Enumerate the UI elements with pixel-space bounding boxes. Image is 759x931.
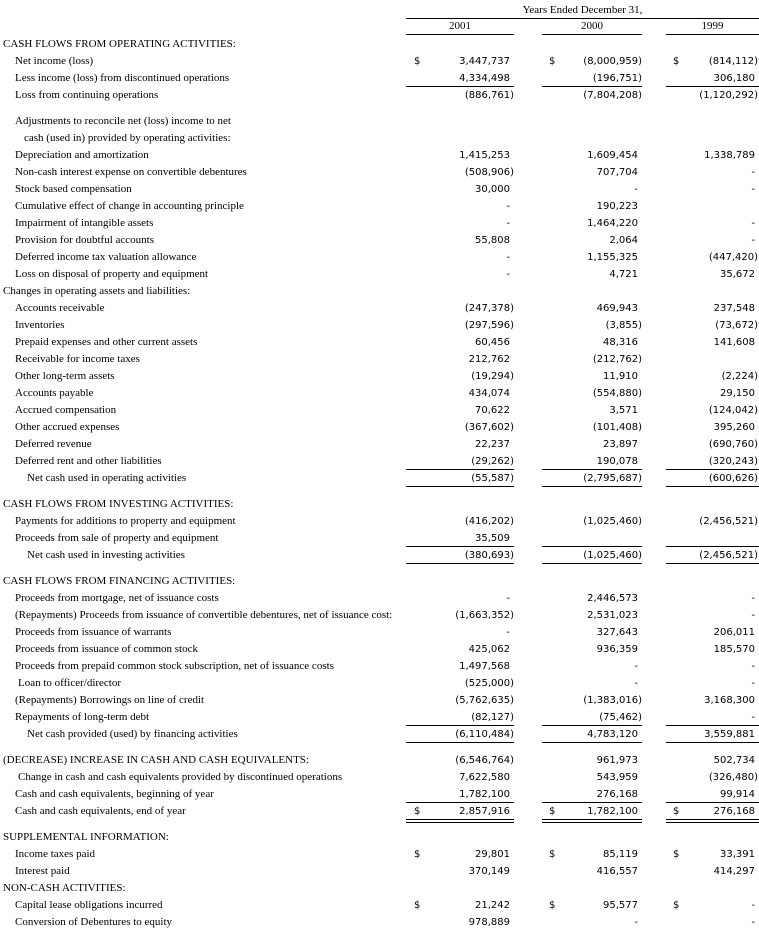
value-2000: (196,751) <box>592 73 642 84</box>
row-label: Net cash used in investing activities <box>27 549 185 561</box>
dollar-sign: $ <box>414 849 421 860</box>
value-1999: (2,456,521) <box>699 550 758 561</box>
value-2001: - <box>506 627 510 638</box>
total-rule <box>666 725 759 726</box>
row-label: CASH FLOWS FROM INVESTING ACTIVITIES: <box>3 498 234 510</box>
total-rule <box>666 86 759 87</box>
table-row <box>0 232 759 249</box>
value-2000: 276,168 <box>596 789 638 800</box>
row-label: Loan to officer/director <box>18 677 122 689</box>
value-2001: (367,602) <box>464 422 514 433</box>
value-2000: - <box>634 184 638 195</box>
period-label: Years Ended December 31, <box>522 4 643 16</box>
row-label: Payments for additions to property and equipment <box>15 515 236 527</box>
table-row <box>0 641 759 658</box>
value-2000: (554,880) <box>592 388 642 399</box>
table-row <box>0 147 759 164</box>
value-2000: 95,577 <box>603 900 638 911</box>
value-2000: 2,064 <box>609 235 638 246</box>
row-label: Capital lease obligations incurred <box>15 899 163 911</box>
dollar-sign: $ <box>549 56 556 67</box>
value-1999: - <box>751 712 755 723</box>
value-2001: (416,202) <box>464 516 514 527</box>
row-label: Other accrued expenses <box>15 421 120 433</box>
row-label: Net cash provided (used) by financing activities <box>27 728 238 740</box>
value-2000: 961,973 <box>596 755 638 766</box>
value-1999: - <box>751 917 755 928</box>
value-2000: 1,464,220 <box>587 218 638 229</box>
row-label: Accounts payable <box>15 387 94 399</box>
value-1999: - <box>751 235 755 246</box>
table-row <box>0 368 759 385</box>
value-2001: 55,808 <box>475 235 510 246</box>
row-label: Impairment of intangible assets <box>15 217 154 229</box>
value-2001: 70,622 <box>475 405 510 416</box>
value-1999: (1,120,292) <box>699 90 758 101</box>
value-2001: (886,761) <box>464 90 514 101</box>
section-title-noncash <box>0 880 759 897</box>
value-2000: 1,155,325 <box>587 252 638 263</box>
total-rule <box>406 742 514 743</box>
total-rule <box>406 546 514 547</box>
value-2001: - <box>506 201 510 212</box>
row-label: Receivable for income taxes <box>15 353 140 365</box>
value-2001: - <box>506 218 510 229</box>
section-title-financing <box>0 573 759 590</box>
adjustments-heading-cont <box>0 130 759 147</box>
value-1999: (326,480) <box>708 772 758 783</box>
value-2000: 936,359 <box>596 644 638 655</box>
value-1999: (600,626) <box>708 473 758 484</box>
value-2001: 425,062 <box>468 644 510 655</box>
row-label: Interest paid <box>15 865 70 877</box>
value-2001: (1,663,352) <box>455 610 514 621</box>
value-1999: 414,297 <box>713 866 755 877</box>
row-label: Deferred income tax valuation allowance <box>15 251 197 263</box>
total-rule <box>666 546 759 547</box>
value-2001: 3,447,737 <box>459 56 510 67</box>
dollar-sign: $ <box>414 806 421 817</box>
value-1999: 395,260 <box>713 422 755 433</box>
year-rule <box>666 34 759 35</box>
total-rule <box>542 86 642 87</box>
row-label: Proceeds from sale of property and equipment <box>15 532 219 544</box>
total-rule <box>406 802 514 803</box>
value-2000: (2,795,687) <box>583 473 642 484</box>
row-label: Conversion of Debentures to equity <box>15 916 173 928</box>
value-2001: 978,889 <box>468 917 510 928</box>
value-1999: 29,150 <box>720 388 755 399</box>
value-2000: 1,782,100 <box>587 806 638 817</box>
row-label: Proceeds from prepaid common stock subscription, net of issuance costs <box>15 660 334 672</box>
double-total-rule <box>406 819 514 823</box>
year-1999: 1999 <box>701 20 724 32</box>
year-rule <box>542 34 642 35</box>
value-2000: 327,643 <box>596 627 638 638</box>
value-2001: 212,762 <box>468 354 510 365</box>
table-row <box>0 530 759 547</box>
table-row <box>0 590 759 607</box>
value-2000: (101,408) <box>592 422 642 433</box>
value-2000: 2,531,023 <box>587 610 638 621</box>
total-rule <box>542 802 642 803</box>
total-rule <box>542 563 642 564</box>
dollar-sign: $ <box>549 806 556 817</box>
value-1999: - <box>751 900 755 911</box>
value-2000: (212,762) <box>592 354 642 365</box>
table-row <box>0 453 759 470</box>
total-rule <box>666 802 759 803</box>
row-label: Deferred revenue <box>15 438 92 450</box>
value-1999: - <box>751 593 755 604</box>
total-rule <box>406 469 514 470</box>
value-1999: 206,011 <box>713 627 755 638</box>
value-2001: (297,596) <box>464 320 514 331</box>
value-2000: (1,025,460) <box>583 516 642 527</box>
total-rule <box>666 563 759 564</box>
value-2001: (247,378) <box>464 303 514 314</box>
table-row <box>0 709 759 726</box>
row-net-cash-financing <box>0 726 759 743</box>
section-title-supplemental <box>0 829 759 846</box>
year-rule <box>406 34 514 35</box>
table-row <box>0 334 759 351</box>
table-row <box>0 624 759 641</box>
value-2001: (82,127) <box>471 712 514 723</box>
total-rule <box>666 742 759 743</box>
row-label: Accrued compensation <box>15 404 117 416</box>
row-label: (DECREASE) INCREASE IN CASH AND CASH EQUIVALENTS: <box>3 754 309 766</box>
value-2000: (7,804,208) <box>583 90 642 101</box>
value-2000: 23,897 <box>603 439 638 450</box>
changes-heading <box>0 283 759 300</box>
row-label: CASH FLOWS FROM FINANCING ACTIVITIES: <box>3 575 236 587</box>
row-label: Provision for doubtful accounts <box>15 234 155 246</box>
value-2000: 4,721 <box>609 269 638 280</box>
row-change-in-cash <box>0 752 759 769</box>
value-1999: - <box>751 218 755 229</box>
table-row <box>0 317 759 334</box>
total-rule <box>542 486 642 487</box>
value-2001: (380,693) <box>464 550 514 561</box>
double-total-rule <box>666 819 759 823</box>
table-row <box>0 385 759 402</box>
total-rule <box>542 469 642 470</box>
table-row <box>0 692 759 709</box>
value-1999: 502,734 <box>713 755 755 766</box>
value-1999: (2,224) <box>721 371 758 382</box>
row-label: Changes in operating assets and liabilities: <box>3 285 191 297</box>
dollar-sign: $ <box>414 900 421 911</box>
table-row <box>0 164 759 181</box>
value-2001: 7,622,580 <box>459 772 510 783</box>
table-row <box>0 351 759 368</box>
value-1999: 99,914 <box>720 789 755 800</box>
total-rule <box>542 546 642 547</box>
value-1999: - <box>751 661 755 672</box>
row-label: (Repayments) Proceeds from issuance of convertible debentures, net of issuance cost: <box>15 609 393 621</box>
total-rule <box>542 725 642 726</box>
dollar-sign: $ <box>549 900 556 911</box>
table-row <box>0 249 759 266</box>
value-2000: (3,855) <box>605 320 642 331</box>
value-2001: 1,497,568 <box>459 661 510 672</box>
value-1999: 237,548 <box>713 303 755 314</box>
total-rule <box>406 563 514 564</box>
row-label: cash (used in) provided by operating activities: <box>24 132 231 144</box>
value-2001: (6,110,484) <box>455 729 514 740</box>
value-2000: 190,223 <box>596 201 638 212</box>
row-label: NON-CASH ACTIVITIES: <box>3 882 126 894</box>
table-row <box>0 402 759 419</box>
row-conversion <box>0 914 759 931</box>
row-cash-end <box>0 803 759 820</box>
dollar-sign: $ <box>673 849 680 860</box>
row-label: Inventories <box>15 319 65 331</box>
dollar-sign: $ <box>673 56 680 67</box>
dollar-sign: $ <box>673 900 680 911</box>
value-2000: 707,704 <box>596 167 638 178</box>
total-rule <box>666 469 759 470</box>
value-2001: (6,546,764) <box>455 755 514 766</box>
value-1999: - <box>751 678 755 689</box>
row-label: Depreciation and amortization <box>15 149 149 161</box>
value-2001: 434,074 <box>468 388 510 399</box>
value-2000: 416,557 <box>596 866 638 877</box>
section-title-investing <box>0 496 759 513</box>
value-1999: 35,672 <box>720 269 755 280</box>
value-2001: (19,294) <box>471 371 514 382</box>
value-2000: (1,025,460) <box>583 550 642 561</box>
value-2001: 1,415,253 <box>459 150 510 161</box>
row-capital-lease <box>0 897 759 914</box>
value-2000: - <box>634 678 638 689</box>
row-label: Cash and cash equivalents, beginning of year <box>15 788 214 800</box>
row-label: SUPPLEMENTAL INFORMATION: <box>3 831 169 843</box>
value-2001: 2,857,916 <box>459 806 510 817</box>
value-1999: - <box>751 167 755 178</box>
value-2000: 3,571 <box>609 405 638 416</box>
row-label: CASH FLOWS FROM OPERATING ACTIVITIES: <box>3 38 236 50</box>
value-2001: 29,801 <box>475 849 510 860</box>
value-2000: 1,609,454 <box>587 150 638 161</box>
row-net-cash-investing <box>0 547 759 564</box>
value-2001: (55,587) <box>471 473 514 484</box>
row-label: Proceeds from issuance of common stock <box>15 643 198 655</box>
row-label: Loss from continuing operations <box>15 89 159 101</box>
value-2000: (8,000,959) <box>583 56 642 67</box>
value-2000: (75,462) <box>599 712 642 723</box>
value-2001: (525,000) <box>464 678 514 689</box>
value-1999: (690,760) <box>708 439 758 450</box>
value-1999: - <box>751 184 755 195</box>
table-row <box>0 607 759 624</box>
value-2000: 543,959 <box>596 772 638 783</box>
row-label: Net income (loss) <box>15 55 94 67</box>
value-1999: - <box>751 610 755 621</box>
value-1999: (447,420) <box>708 252 758 263</box>
value-1999: (73,672) <box>715 320 758 331</box>
table-row <box>0 266 759 283</box>
value-2000: 48,316 <box>603 337 638 348</box>
value-2000: 190,078 <box>596 456 638 467</box>
value-2001: 30,000 <box>475 184 510 195</box>
value-1999: 306,180 <box>713 73 755 84</box>
section-title-operating <box>0 36 759 53</box>
value-2001: - <box>506 252 510 263</box>
row-label: Proceeds from issuance of warrants <box>15 626 172 638</box>
value-2000: - <box>634 661 638 672</box>
value-1999: (814,112) <box>708 56 758 67</box>
row-label: Prepaid expenses and other current assets <box>15 336 198 348</box>
table-row <box>0 658 759 675</box>
row-label: (Repayments) Borrowings on line of credit <box>15 694 205 706</box>
value-2001: (29,262) <box>471 456 514 467</box>
row-label: Stock based compensation <box>15 183 132 195</box>
value-2000: - <box>634 917 638 928</box>
value-2001: 370,149 <box>468 866 510 877</box>
value-2000: 4,783,120 <box>587 729 638 740</box>
value-2001: - <box>506 593 510 604</box>
value-2000: 469,943 <box>596 303 638 314</box>
total-rule <box>406 725 514 726</box>
value-1999: 185,570 <box>713 644 755 655</box>
table-row <box>0 436 759 453</box>
row-label: Deferred rent and other liabilities <box>15 455 162 467</box>
row-label: Proceeds from mortgage, net of issuance costs <box>15 592 219 604</box>
adjustments-heading <box>0 113 759 130</box>
row-label: Cash and cash equivalents, end of year <box>15 805 186 817</box>
value-2001: 4,334,498 <box>459 73 510 84</box>
row-interest-paid <box>0 863 759 880</box>
value-2000: 85,119 <box>603 849 638 860</box>
dollar-sign: $ <box>414 56 421 67</box>
dollar-sign: $ <box>549 849 556 860</box>
table-row <box>0 419 759 436</box>
value-2001: 21,242 <box>475 900 510 911</box>
row-label: Change in cash and cash equivalents provided by discontinued operations <box>18 771 343 783</box>
row-label: Adjustments to reconcile net (loss) income to net <box>15 115 231 127</box>
value-2001: 60,456 <box>475 337 510 348</box>
row-less-discontinued <box>0 70 759 87</box>
table-row <box>0 198 759 215</box>
value-1999: (2,456,521) <box>699 516 758 527</box>
value-2000: 2,446,573 <box>587 593 638 604</box>
value-2000: 11,910 <box>603 371 638 382</box>
row-label: Cumulative effect of change in accounting principle <box>15 200 244 212</box>
row-label: Other long-term assets <box>15 370 115 382</box>
double-total-rule <box>542 819 642 823</box>
dollar-sign: $ <box>673 806 680 817</box>
value-1999: 3,559,881 <box>704 729 755 740</box>
value-2001: 22,237 <box>475 439 510 450</box>
value-1999: 141,608 <box>713 337 755 348</box>
total-rule <box>542 742 642 743</box>
value-1999: 3,168,300 <box>704 695 755 706</box>
row-label: Net cash used in operating activities <box>27 472 187 484</box>
row-change-discontinued <box>0 769 759 786</box>
table-row <box>0 675 759 692</box>
value-1999: 276,168 <box>713 806 755 817</box>
table-row <box>0 300 759 317</box>
row-label: Less income (loss) from discontinued operations <box>15 72 230 84</box>
value-1999: (124,042) <box>708 405 758 416</box>
value-2001: - <box>506 269 510 280</box>
value-1999: 33,391 <box>720 849 755 860</box>
table-row <box>0 513 759 530</box>
value-2001: (508,906) <box>464 167 514 178</box>
row-label: Repayments of long-term debt <box>15 711 150 723</box>
total-rule <box>406 486 514 487</box>
value-1999: (320,243) <box>708 456 758 467</box>
row-label: Income taxes paid <box>15 848 96 860</box>
row-net-income <box>0 53 759 70</box>
row-income-taxes <box>0 846 759 863</box>
table-row <box>0 215 759 232</box>
year-2000: 2000 <box>581 20 603 32</box>
row-label: Accounts receivable <box>15 302 105 314</box>
value-2001: 35,509 <box>475 533 510 544</box>
value-2000: (1,383,016) <box>583 695 642 706</box>
table-row <box>0 181 759 198</box>
row-loss-continuing <box>0 87 759 104</box>
total-rule <box>666 486 759 487</box>
value-1999: 1,338,789 <box>704 150 755 161</box>
row-net-cash-operating <box>0 470 759 487</box>
value-2001: 1,782,100 <box>459 789 510 800</box>
row-cash-beginning <box>0 786 759 803</box>
row-label: Non-cash interest expense on convertible debentures <box>15 166 247 178</box>
value-2001: (5,762,635) <box>455 695 514 706</box>
year-2001: 2001 <box>449 20 471 32</box>
total-rule <box>406 86 514 87</box>
row-label: Loss on disposal of property and equipment <box>15 268 209 280</box>
